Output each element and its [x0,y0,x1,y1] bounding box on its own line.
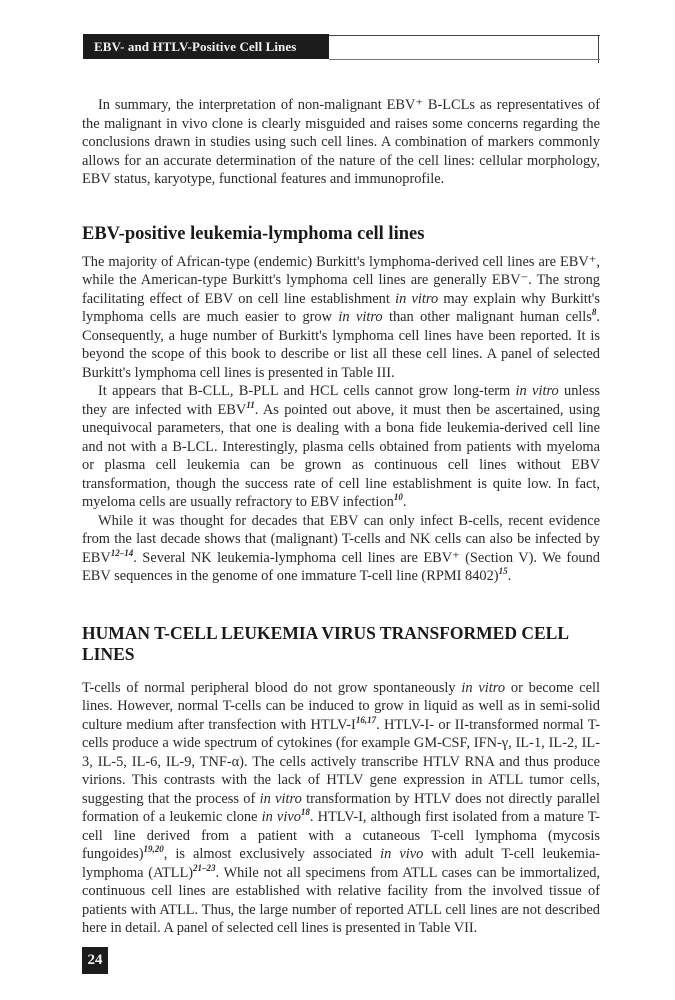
citation-ref: 12–14 [110,547,134,558]
running-header-title: EBV- and HTLV-Positive Cell Lines [83,34,329,59]
italic-term: in vitro [461,679,506,696]
text-run: . HTLV-I- or II-transformed normal T-cells produce a wide spectrum of cytokines (for example GM-CSF, IFN-γ, IL-1, IL-2, IL-3, IL-5, IL-6, IL-9, TNF-α). The cells actively transcribe HTLV RNA and thus produce virions. This contrasts with the lack of HTLV gene expression in ATLL tumor cells, suggesting that the process of [82,716,600,807]
italic-term: in vivo [380,846,424,862]
italic-term: in vivo [261,809,301,825]
text-run: transformation by HTLV does not directly parallel formation of a leukemic clone [82,790,600,825]
text-run: , is almost exclusively associated [163,846,381,862]
ebv-paragraph-1 [82,253,600,383]
ebv-paragraph-2 [82,382,600,512]
page-body [82,96,600,938]
text-run: T-cells of normal peripheral blood do not grow spontaneously [82,679,462,696]
text-run: . Several NK leukemia-lymphoma cell lines are EBV⁺ (Section V). We found EBV sequences in the genome of one immature T-cell line (RPMI 8402) [82,549,600,584]
text-run: While it was thought for decades that EBV can only infect B-cells, recent evidence from the last decade shows that (malignant) T-cells and NK cells can also be infected by EBV [82,512,600,566]
italic-term: in vitro [338,309,383,325]
section-heading-htlv: HUMAN T-CELL LEUKEMIA VIRUS TRANSFORMED CELL LINES [82,622,569,664]
italic-term: in vitro [395,290,439,307]
citation-ref: 16,17 [355,714,377,725]
italic-term: in vitro [259,790,302,807]
citation-ref: 10 [393,492,403,503]
text-run: or become cell lines. However, normal T-cells can be induced to grow in liquid as well as in semi-solid culture medium after transfection with HTLV-I [82,679,600,733]
citation-ref: 8 [591,307,597,318]
text-run: . [507,568,512,584]
citation-ref: 11 [246,399,255,410]
section-heading-ebv: EBV-positive leukemia-lymphoma cell lines [82,223,425,244]
intro-paragraph: In summary, the interpretation of non-malignant EBV⁺ B-LCLs as representatives of the malignant in vivo clone is clearly misguided and raises some concerns regarding the conclusions drawn in studies using such cell lines. A combination of markers commonly allows for an accurate determination of the nature of the cell lines: cellular morphology, EBV status, karyotype, functional features and immunoprofile. [82,97,600,187]
text-run: may explain why Burkitt's lymphoma cells are much easier to grow [82,290,601,325]
text-run: It appears that B-CLL, B-PLL and HCL cells cannot grow long-term [98,383,516,399]
text-run: The majority of African-type (endemic) Burkitt's lymphoma-derived cell lines are EBV⁺, while the American-type Burkitt's lymphoma cell lines are generally EBV⁻. The strong facilitating effect of EBV on cell line establishment [82,253,600,307]
text-run: with adult T-cell leukemia-lymphoma (ATLL) [82,846,601,881]
text-run: . While not all specimens from ATLL cases can be immortalized, continuous cell lines are established with relative facility from the involved tissue of patients with ATLL. Thus, the large number of reported ATLL cell lines are not described here in detail. A panel of selected cell lines is presented in Table VII. [82,864,600,936]
header-rule-bottom [329,59,600,60]
ebv-paragraph-3 [82,512,600,586]
citation-ref: 15 [498,566,508,577]
text-run: . [402,494,407,510]
text-run: . HTLV-I, although first isolated from a mature T-cell line derived from a patient with a cutaneous T-cell lymphoma (mycosis fungoides) [82,809,600,862]
header-rule-top [329,35,600,36]
citation-ref: 18 [300,807,310,818]
htlv-paragraph-1 [82,679,600,938]
text-run: unless they are infected with EBV [82,383,601,418]
citation-ref: 19,20 [143,844,164,855]
page-number: 24 [82,947,108,974]
running-header [83,34,600,64]
text-run: than other malignant human cells [382,309,592,325]
citation-ref: 21–23 [193,862,216,873]
text-run: . As pointed out above, it must then be ascertained, using unequivocal parameters, that one is dealing with a bona fide leukemia-derived cell line and not with a B-LCL. Interestingly, plasma cells obtained from patients with myeloma or plasma cell leukemia can be grown as continuous cell lines without EBV transformation, though the success rate of cell line establishment is quite low. In fact, myeloma cells are usually refractory to EBV infection [82,401,600,510]
italic-term: in vitro [515,383,559,399]
text-run: . Consequently, a huge number of Burkitt's lymphoma cell lines have been reported. It is beyond the scope of this book to describe or list all these cell lines. A panel of selected Burkitt's lymphoma cell lines is presented in Table III. [82,309,601,381]
